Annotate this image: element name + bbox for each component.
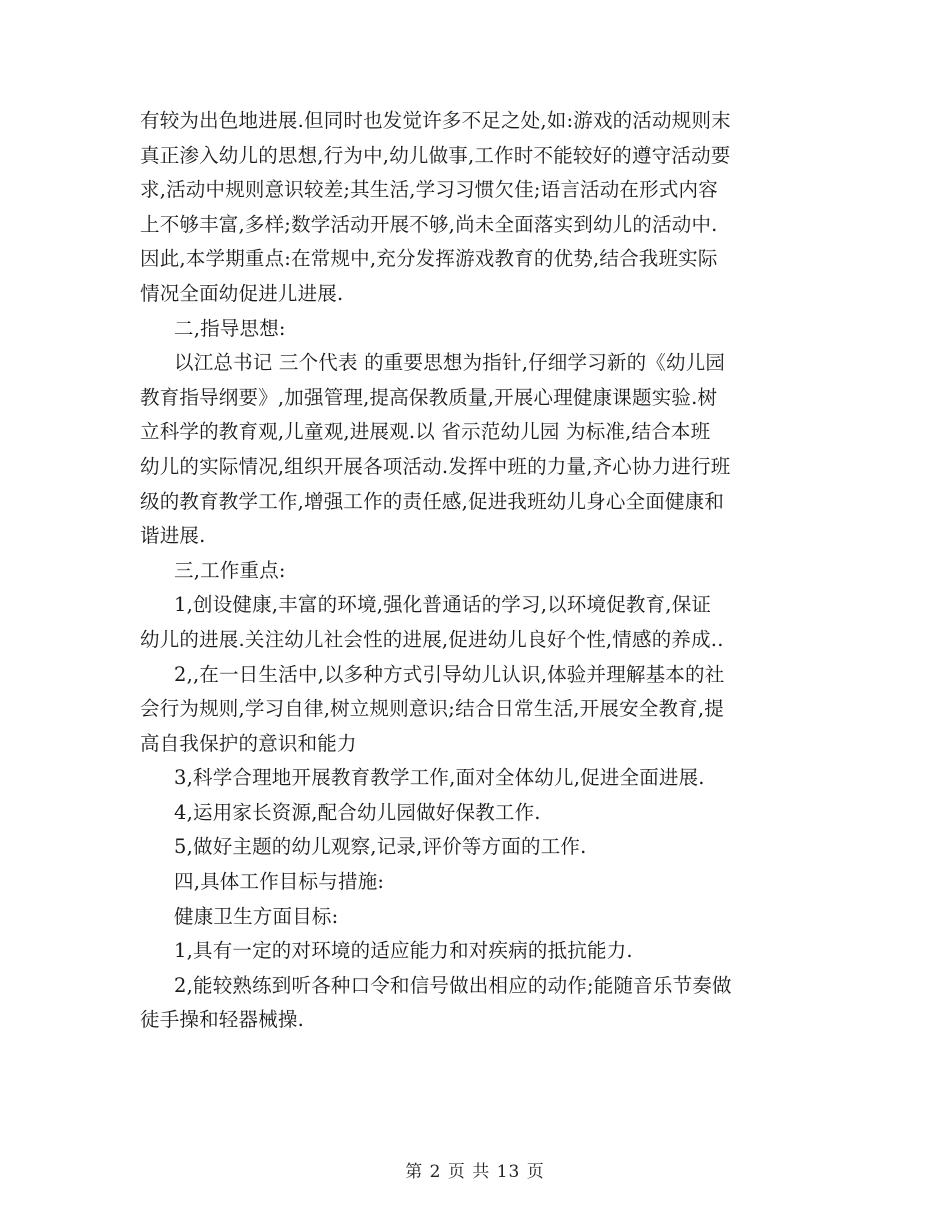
paragraph-line: 级的教育教学工作,增强工作的责任感,促进我班幼儿身心全面健康和	[140, 489, 725, 513]
paragraph-line: 教育指导纲要》,加强管理,提高保教质量,开展心理健康课题实验.树	[140, 385, 718, 409]
paragraph-line: 1,具有一定的对环境的适应能力和对疾病的抵抗能力.	[174, 939, 633, 963]
paragraph-line: 5,做好主题的幼儿观察,记录,评价等方面的工作.	[174, 835, 587, 859]
paragraph-line: 情况全面幼促进儿进展.	[140, 281, 344, 305]
paragraph-line: 徒手操和轻器械操.	[140, 1008, 304, 1032]
paragraph-line: 三,工作重点:	[174, 558, 286, 582]
paragraph-line: 谐进展.	[140, 524, 206, 548]
paragraph-line: 幼儿的进展.关注幼儿社会性的进展,促进幼儿良好个性,情感的养成..	[140, 627, 724, 651]
page-number-footer: 第 2 页 共 13 页	[405, 1162, 545, 1182]
paragraph-line: 上不够丰富,多样;数学活动开展不够,尚未全面落实到幼儿的活动中.	[140, 212, 718, 236]
paragraph-line: 真正渗入幼儿的思想,行为中,幼儿做事,工作时不能较好的遵守活动要	[140, 143, 731, 167]
paragraph-line: 会行为规则,学习自律,树立规则意识;结合日常生活,开展安全教育,提	[140, 697, 724, 721]
document-body	[140, 104, 810, 1038]
paragraph-line: 四,具体工作目标与措施:	[174, 870, 385, 894]
paragraph-line: 2,能较熟练到听各种口令和信号做出相应的动作;能随音乐节奏做	[174, 973, 732, 997]
paragraph-line: 幼儿的实际情况,组织开展各项活动.发挥中班的力量,齐心协力进行班	[140, 454, 731, 478]
paragraph-line: 4,运用家长资源,配合幼儿园做好保教工作.	[174, 800, 541, 824]
paragraph-line: 有较为出色地进展.但同时也发觉许多不足之处,如:游戏的活动规则末	[140, 109, 731, 132]
paragraph-line: 3,科学合理地开展教育教学工作,面对全体幼儿,促进全面进展.	[174, 766, 705, 790]
paragraph-line: 求,活动中规则意识较差;其生活,学习习惯欠佳;语言活动在形式内容	[140, 178, 718, 202]
paragraph-line: 1,创设健康,丰富的环境,强化普通话的学习,以环境促教育,保证	[174, 593, 712, 617]
paragraph-line: 2,,在一日生活中,以多种方式引导幼儿认识,体验并理解基本的社	[174, 662, 725, 686]
paragraph-line: 以江总书记 三个代表 的重要思想为指针,仔细学习新的《幼儿园	[174, 351, 726, 375]
paragraph-line: 二,指导思想:	[174, 316, 286, 340]
paragraph-line: 高自我保护的意识和能力	[140, 731, 357, 755]
paragraph-line: 因此,本学期重点:在常规中,充分发挥游戏教育的优势,结合我班实际	[140, 247, 718, 271]
paragraph-line: 立科学的教育观,儿童观,进展观.以 省示范幼儿园 为标准,结合本班	[140, 420, 711, 444]
paragraph-line: 健康卫生方面目标:	[174, 904, 339, 928]
